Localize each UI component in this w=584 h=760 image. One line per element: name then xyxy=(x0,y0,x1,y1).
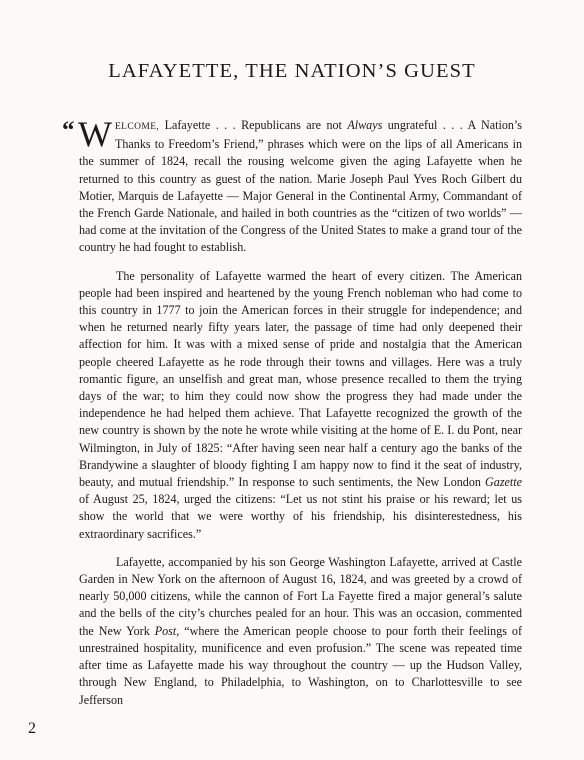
paragraph-1 xyxy=(62,114,522,257)
paragraph-2-text-2: of August 25, 1824, urged the citizens: “Let us not stint his praise or his reward; let us show the world that we were worthy of his friendship, his disinterestedness, his extraordinary sacrifices.” xyxy=(79,492,522,541)
paragraph-1-text-2: ungrateful . . . A Nation’s Thanks to Freedom’s Friend,” phrases which were on the lips of all Americans in the summer of 1824, recall the rousing welcome given the aging Lafayette when he returned to this country as guest of the nation. Marie Joseph Paul Yves Roch Gilbert du Motier, Marquis de Lafayette — Major General in the Continental Army, Commandant of the French Garde Nationale, and hailed in both countries as the “citizen of two worlds” — had come at the invitation of the Congress of the United States to make a grand tour of the country he had fought to establish. xyxy=(79,118,522,255)
paragraph-1-italic: Always xyxy=(347,118,383,132)
page-number: 2 xyxy=(28,720,36,737)
paragraph-3 xyxy=(79,554,522,709)
paragraph-3-text: Lafayette, accompanied by his son George Washington Lafayette, arrived at Castle Garden in New York on the afternoon of August 16, 1824, and was greeted by a crowd of nearly 50,000 citizens, while the cannon of Fort La Fayette fired a major general’s salute and the bells of the city’s churches pealed for an hour. This was an occasion, commented the New York xyxy=(79,554,522,638)
paragraph-3-text-2: , “where the American people choose to pour forth their feelings of unrestrained hospitality, munificence and even profusion.” The scene was repeated time after time as Lafayette made his way throughout the country — up the Hudson Valley, through New England, to Philadelphia, to Washington, on to Charlottesville to see Jefferson xyxy=(79,623,523,707)
body-text xyxy=(62,114,523,720)
paragraph-2 xyxy=(79,268,522,543)
paragraph-2-text: The personality of Lafayette warmed the heart of every citizen. The American people had been inspired and heartened by the young French nobleman who had come to this country in 1777 to join the American forces in their struggle for independence; and when he returned nearly fifty years later, the passage of time had only deepened their affection for him. It was with a mixed sense of pride and nostalgia that the American people cheered Lafayette as he rode through their towns and villages. Here was a truly romantic figure, an unselfish and great man, whose presence recalled to them the trying days of the war; to him they could now show the progress they had made under the independence he had helped them achieve. That Lafayette recognized the growth of the new country is shown by the note he wrote while visiting at the home of E. I. du Pont, near Wilmington, in July of 1825: “After having seen near half a century ago the banks of the Brandywine a slaughter of bloody fighting I am happy now to find it the seat of industry, beauty, and mutual friendship.” In response to such sentiments, the New London xyxy=(79,268,522,490)
paragraph-2-italic: Gazette xyxy=(485,475,522,490)
page-title: LAFAYETTE, THE NATION’S GUEST xyxy=(108,60,476,82)
paragraph-3-italic: Post xyxy=(154,623,177,638)
opening-quote-mark: “ xyxy=(62,117,75,144)
drop-cap: W xyxy=(78,114,112,154)
small-caps-word: ELCOME, xyxy=(114,122,160,132)
paragraph-1-text: Lafayette . . . Republicans are not xyxy=(159,118,348,132)
